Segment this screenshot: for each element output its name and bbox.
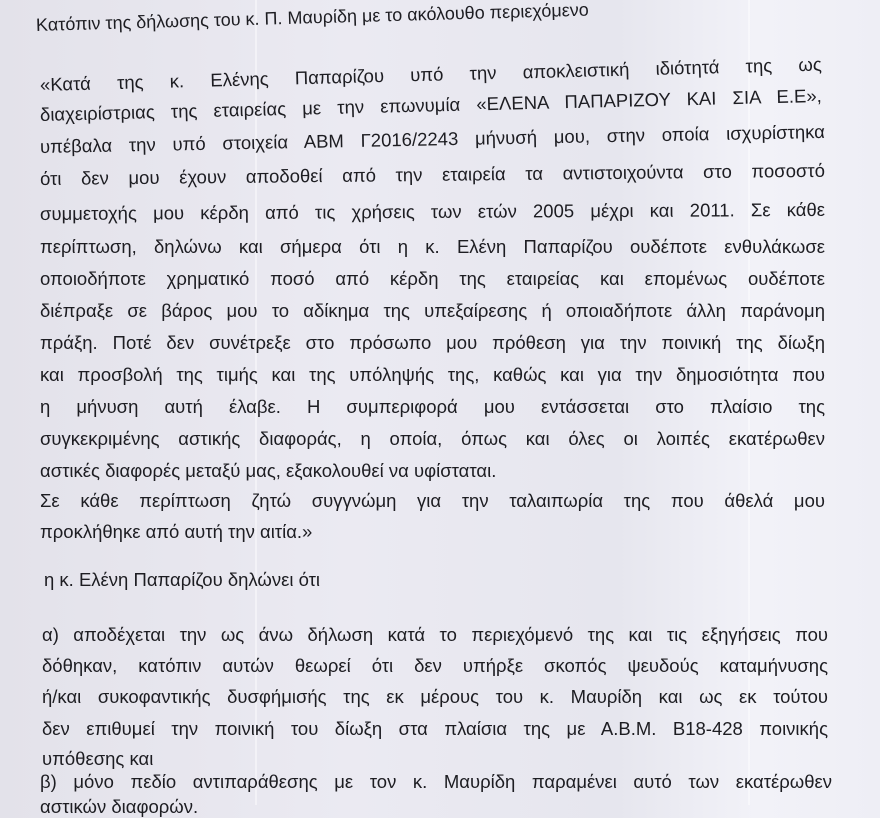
quote-line: αστικές διαφορές μεταξύ μας, εξακολουθεί να υφίσταται. [40, 460, 497, 481]
quote-line: και προσβολή της τιμής και της υπόληψής της, καθώς και για την δημοσιότητα που [40, 364, 825, 385]
quote-line: Σε κάθε περίπτωση ζητώ συγγνώμη για την ταλαιπωρία της που άθελά μου [40, 490, 825, 511]
quote-line: συμμετοχής μου κέρδη από τις χρήσεις των ετών 2005 μέχρι και 2011. Σε κάθε [39, 198, 826, 224]
quote-line: περίπτωση, δηλώνω και σήμερα ότι η κ. Ελένη Παπαρίζου ουδέποτε ενθυλάκωσε [40, 236, 825, 257]
quote-line: ότι δεν μου έχουν αποδοθεί από την εταιρεία τα αντιστοιχούντα στο ποσοστό [39, 159, 826, 189]
quote-line: υπέβαλα την υπό στοιχεία ΑΒΜ Γ2016/2243 μήνυσή μου, στην οποία ισχυρίστηκα [39, 120, 826, 157]
declaration-line: η κ. Ελένη Παπαρίζου δηλώνει ότι [44, 569, 321, 590]
point-line: αστικών διαφορών. [40, 796, 199, 817]
quote-line: οποιοδήποτε χρηματικό ποσό από κέρδη της εταιρείας και επομένως ουδέποτε [40, 268, 825, 289]
quote-line: η μήνυση αυτή έλαβε. Η συμπεριφορά μου εντάσσεται στο πλαίσιο της [40, 396, 825, 417]
quote-line: πράξη. Ποτέ δεν συνέτρεξε στο πρόσωπο μου πρόθεση για την ποινική της δίωξη [40, 332, 825, 353]
quote-line: συγκεκριμένης αστικής διαφοράς, η οποία, όπως και όλες οι λοιπές εκατέρωθεν [40, 428, 825, 449]
intro-line: Κατόπιν της δήλωσης του κ. Π. Μαυρίδη με το ακόλουθο περιεχόμενο [35, 0, 589, 35]
point-line: υπόθεσης και [42, 748, 154, 769]
point-line: δόθηκαν, κατόπιν αυτών θεωρεί ότι δεν υπήρξε σκοπός ψευδούς καταμήνυσης [42, 655, 828, 676]
point-line: β) μόνο πεδίο αντιπαράθεσης με τον κ. Μαυρίδη παραμένει αυτό των εκατέρωθεν [40, 771, 832, 792]
quote-line: διαχειρίστριας της εταιρείας με την επωνυμία «ΕΛΕΝΑ ΠΑΠΑΡΙΖΟΥ ΚΑΙ ΣΙΑ Ε.Ε», [39, 84, 823, 125]
point-line: α) αποδέχεται την ως άνω δήλωση κατά το περιεχόμενό της και τις εξηγήσεις που [42, 624, 828, 645]
point-line: δεν επιθυμεί την ποινική του δίωξη στα πλαίσια της με Α.Β.Μ. Β18-428 ποινικής [42, 718, 828, 739]
quote-line: «Κατά της κ. Ελένης Παπαρίζου υπό την αποκλειστική ιδιότητά της ως [39, 53, 822, 95]
quote-line: προκλήθηκε από αυτή την αιτία.» [40, 521, 313, 542]
quote-line: διέπραξε σε βάρος μου το αδίκημα της υπεξαίρεσης ή οποιαδήποτε άλλη παράνομη [40, 300, 825, 321]
point-line: ή/και συκοφαντικής δυσφήμισής της εκ μέρους του κ. Μαυρίδη και ως εκ τούτου [42, 686, 828, 707]
